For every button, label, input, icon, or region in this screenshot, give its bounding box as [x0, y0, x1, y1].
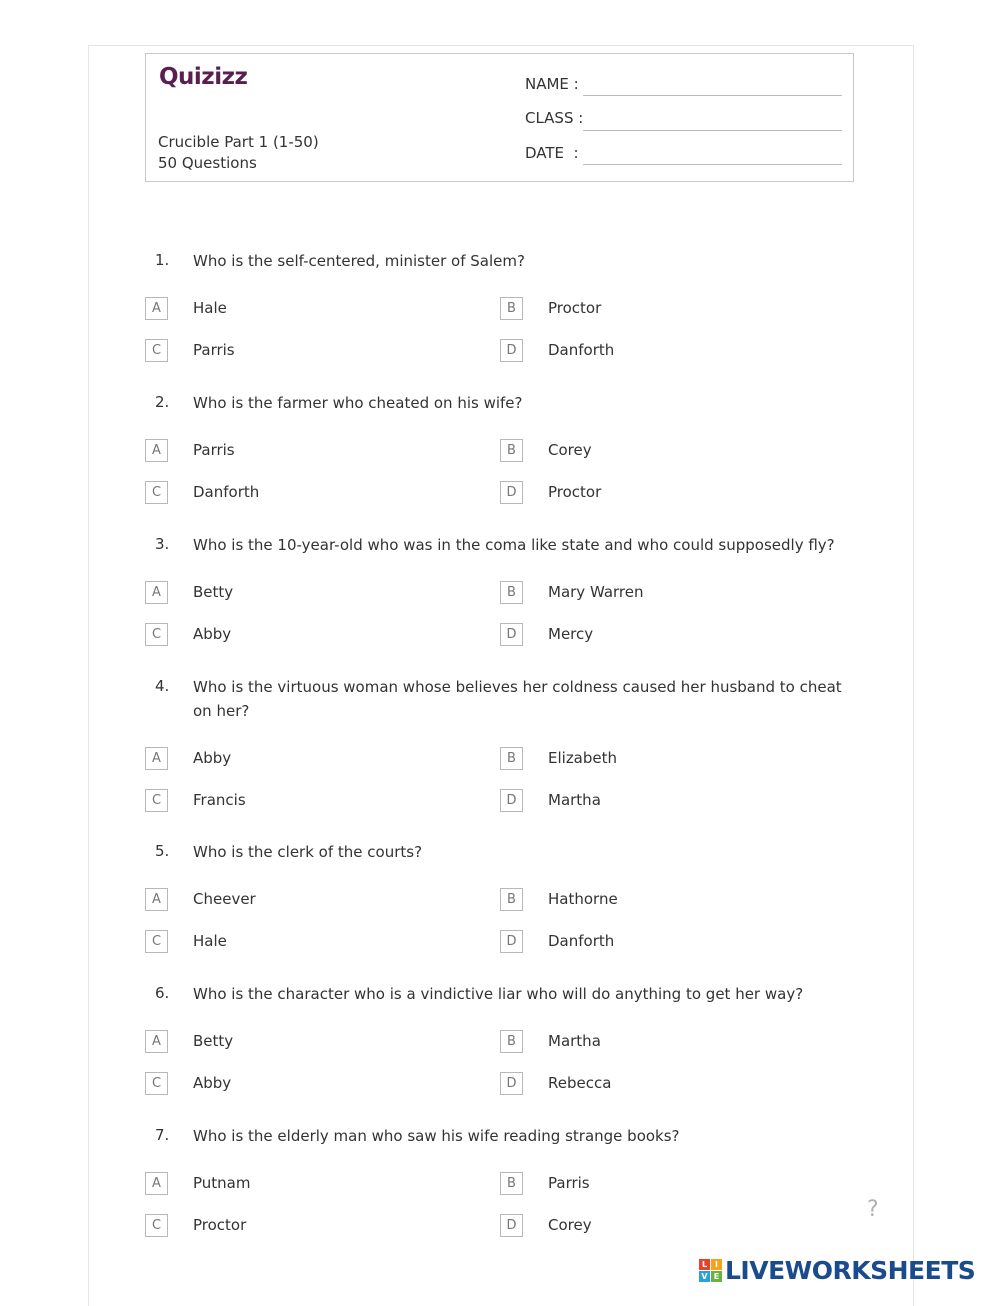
option-letter-c[interactable]: C	[145, 1072, 168, 1095]
option-text[interactable]: Parris	[193, 441, 235, 459]
option-text[interactable]: Betty	[193, 583, 234, 601]
option-text[interactable]: Hathorne	[548, 890, 618, 908]
option-letter-a[interactable]: A	[145, 297, 168, 320]
question-text: Who is the farmer who cheated on his wife?	[193, 394, 523, 412]
option-letter-a[interactable]: A	[145, 439, 168, 462]
liveworksheets-squares	[699, 1259, 722, 1282]
liveworksheets-wordmark: LIVEWORKSHEETS	[725, 1255, 976, 1285]
option-text[interactable]: Abby	[193, 749, 232, 767]
question-number: 1.	[155, 251, 170, 269]
help-icon[interactable]: ?	[867, 1197, 879, 1222]
option-text[interactable]: Abby	[193, 1074, 232, 1092]
option-letter-d[interactable]: D	[500, 623, 523, 646]
option-letter-a[interactable]: A	[145, 747, 168, 770]
option-letter-a[interactable]: A	[145, 581, 168, 604]
option-text[interactable]: Danforth	[193, 483, 260, 501]
option-text[interactable]: Danforth	[548, 932, 615, 950]
option-letter-a[interactable]: A	[145, 888, 168, 911]
liveworksheets-logo	[699, 1256, 975, 1284]
option-letter-b[interactable]: B	[500, 439, 523, 462]
option-letter-d[interactable]: D	[500, 339, 523, 362]
option-letter-a[interactable]: A	[145, 1030, 168, 1053]
question-number: 3.	[155, 535, 170, 553]
option-letter-b[interactable]: B	[500, 297, 523, 320]
date-label: DATE :	[525, 144, 579, 162]
question-text: Who is the 10-year-old who was in the coma like state and who could supposedly fly?	[193, 536, 835, 554]
option-letter-c[interactable]: C	[145, 789, 168, 812]
option-text[interactable]: Mary Warren	[548, 583, 644, 601]
option-letter-c[interactable]: C	[145, 930, 168, 953]
question-number: 4.	[155, 677, 170, 695]
logo-square-e: E	[711, 1271, 722, 1282]
option-letter-d[interactable]: D	[500, 789, 523, 812]
option-text[interactable]: Elizabeth	[548, 749, 618, 767]
logo-square-l: L	[699, 1259, 710, 1270]
option-text[interactable]: Corey	[548, 441, 592, 459]
option-text[interactable]: Parris	[193, 341, 235, 359]
name-field[interactable]	[583, 95, 842, 96]
option-text[interactable]: Betty	[193, 1032, 234, 1050]
question-number: 6.	[155, 984, 170, 1002]
option-text[interactable]: Parris	[548, 1174, 590, 1192]
option-letter-d[interactable]: D	[500, 1072, 523, 1095]
option-text[interactable]: Mercy	[548, 625, 594, 643]
option-letter-d[interactable]: D	[500, 1214, 523, 1237]
option-letter-b[interactable]: B	[500, 1030, 523, 1053]
option-letter-b[interactable]: B	[500, 888, 523, 911]
question-text: Who is the character who is a vindictive liar who will do anything to get her way?	[193, 985, 804, 1003]
option-text[interactable]: Proctor	[193, 1216, 247, 1234]
class-field[interactable]	[583, 130, 842, 131]
option-letter-b[interactable]: B	[500, 747, 523, 770]
option-letter-b[interactable]: B	[500, 581, 523, 604]
option-text[interactable]: Cheever	[193, 890, 256, 908]
option-text[interactable]: Martha	[548, 1032, 601, 1050]
quizizz-logo: Quizizz	[159, 64, 248, 90]
option-letter-d[interactable]: D	[500, 930, 523, 953]
question-text: Who is the elderly man who saw his wife reading strange books?	[193, 1127, 680, 1145]
option-text[interactable]: Francis	[193, 791, 246, 809]
question-text: Who is the clerk of the courts?	[193, 843, 423, 861]
option-text[interactable]: Hale	[193, 932, 227, 950]
option-text[interactable]: Proctor	[548, 299, 602, 317]
option-text[interactable]: Proctor	[548, 483, 602, 501]
option-letter-b[interactable]: B	[500, 1172, 523, 1195]
class-label: CLASS :	[525, 109, 584, 127]
logo-square-i: I	[711, 1259, 722, 1270]
option-text[interactable]: Corey	[548, 1216, 592, 1234]
logo-square-v: V	[699, 1271, 710, 1282]
option-text[interactable]: Abby	[193, 625, 232, 643]
question-count: 50 Questions	[158, 154, 257, 172]
option-text[interactable]: Putnam	[193, 1174, 251, 1192]
option-letter-a[interactable]: A	[145, 1172, 168, 1195]
question-text: Who is the virtuous woman whose believes her coldness caused her husband to cheat on her?	[193, 678, 842, 720]
date-field[interactable]	[583, 164, 842, 165]
question-text: Who is the self-centered, minister of Salem?	[193, 252, 525, 270]
question-number: 2.	[155, 393, 170, 411]
quiz-title: Crucible Part 1 (1-50)	[158, 133, 319, 151]
question-number: 7.	[155, 1126, 170, 1144]
option-text[interactable]: Hale	[193, 299, 227, 317]
option-letter-c[interactable]: C	[145, 481, 168, 504]
worksheet-header	[145, 53, 854, 182]
option-text[interactable]: Danforth	[548, 341, 615, 359]
option-letter-d[interactable]: D	[500, 481, 523, 504]
question-number: 5.	[155, 842, 170, 860]
option-text[interactable]: Martha	[548, 791, 601, 809]
option-letter-c[interactable]: C	[145, 339, 168, 362]
option-text[interactable]: Rebecca	[548, 1074, 612, 1092]
option-letter-c[interactable]: C	[145, 1214, 168, 1237]
option-letter-c[interactable]: C	[145, 623, 168, 646]
name-label: NAME :	[525, 75, 579, 93]
